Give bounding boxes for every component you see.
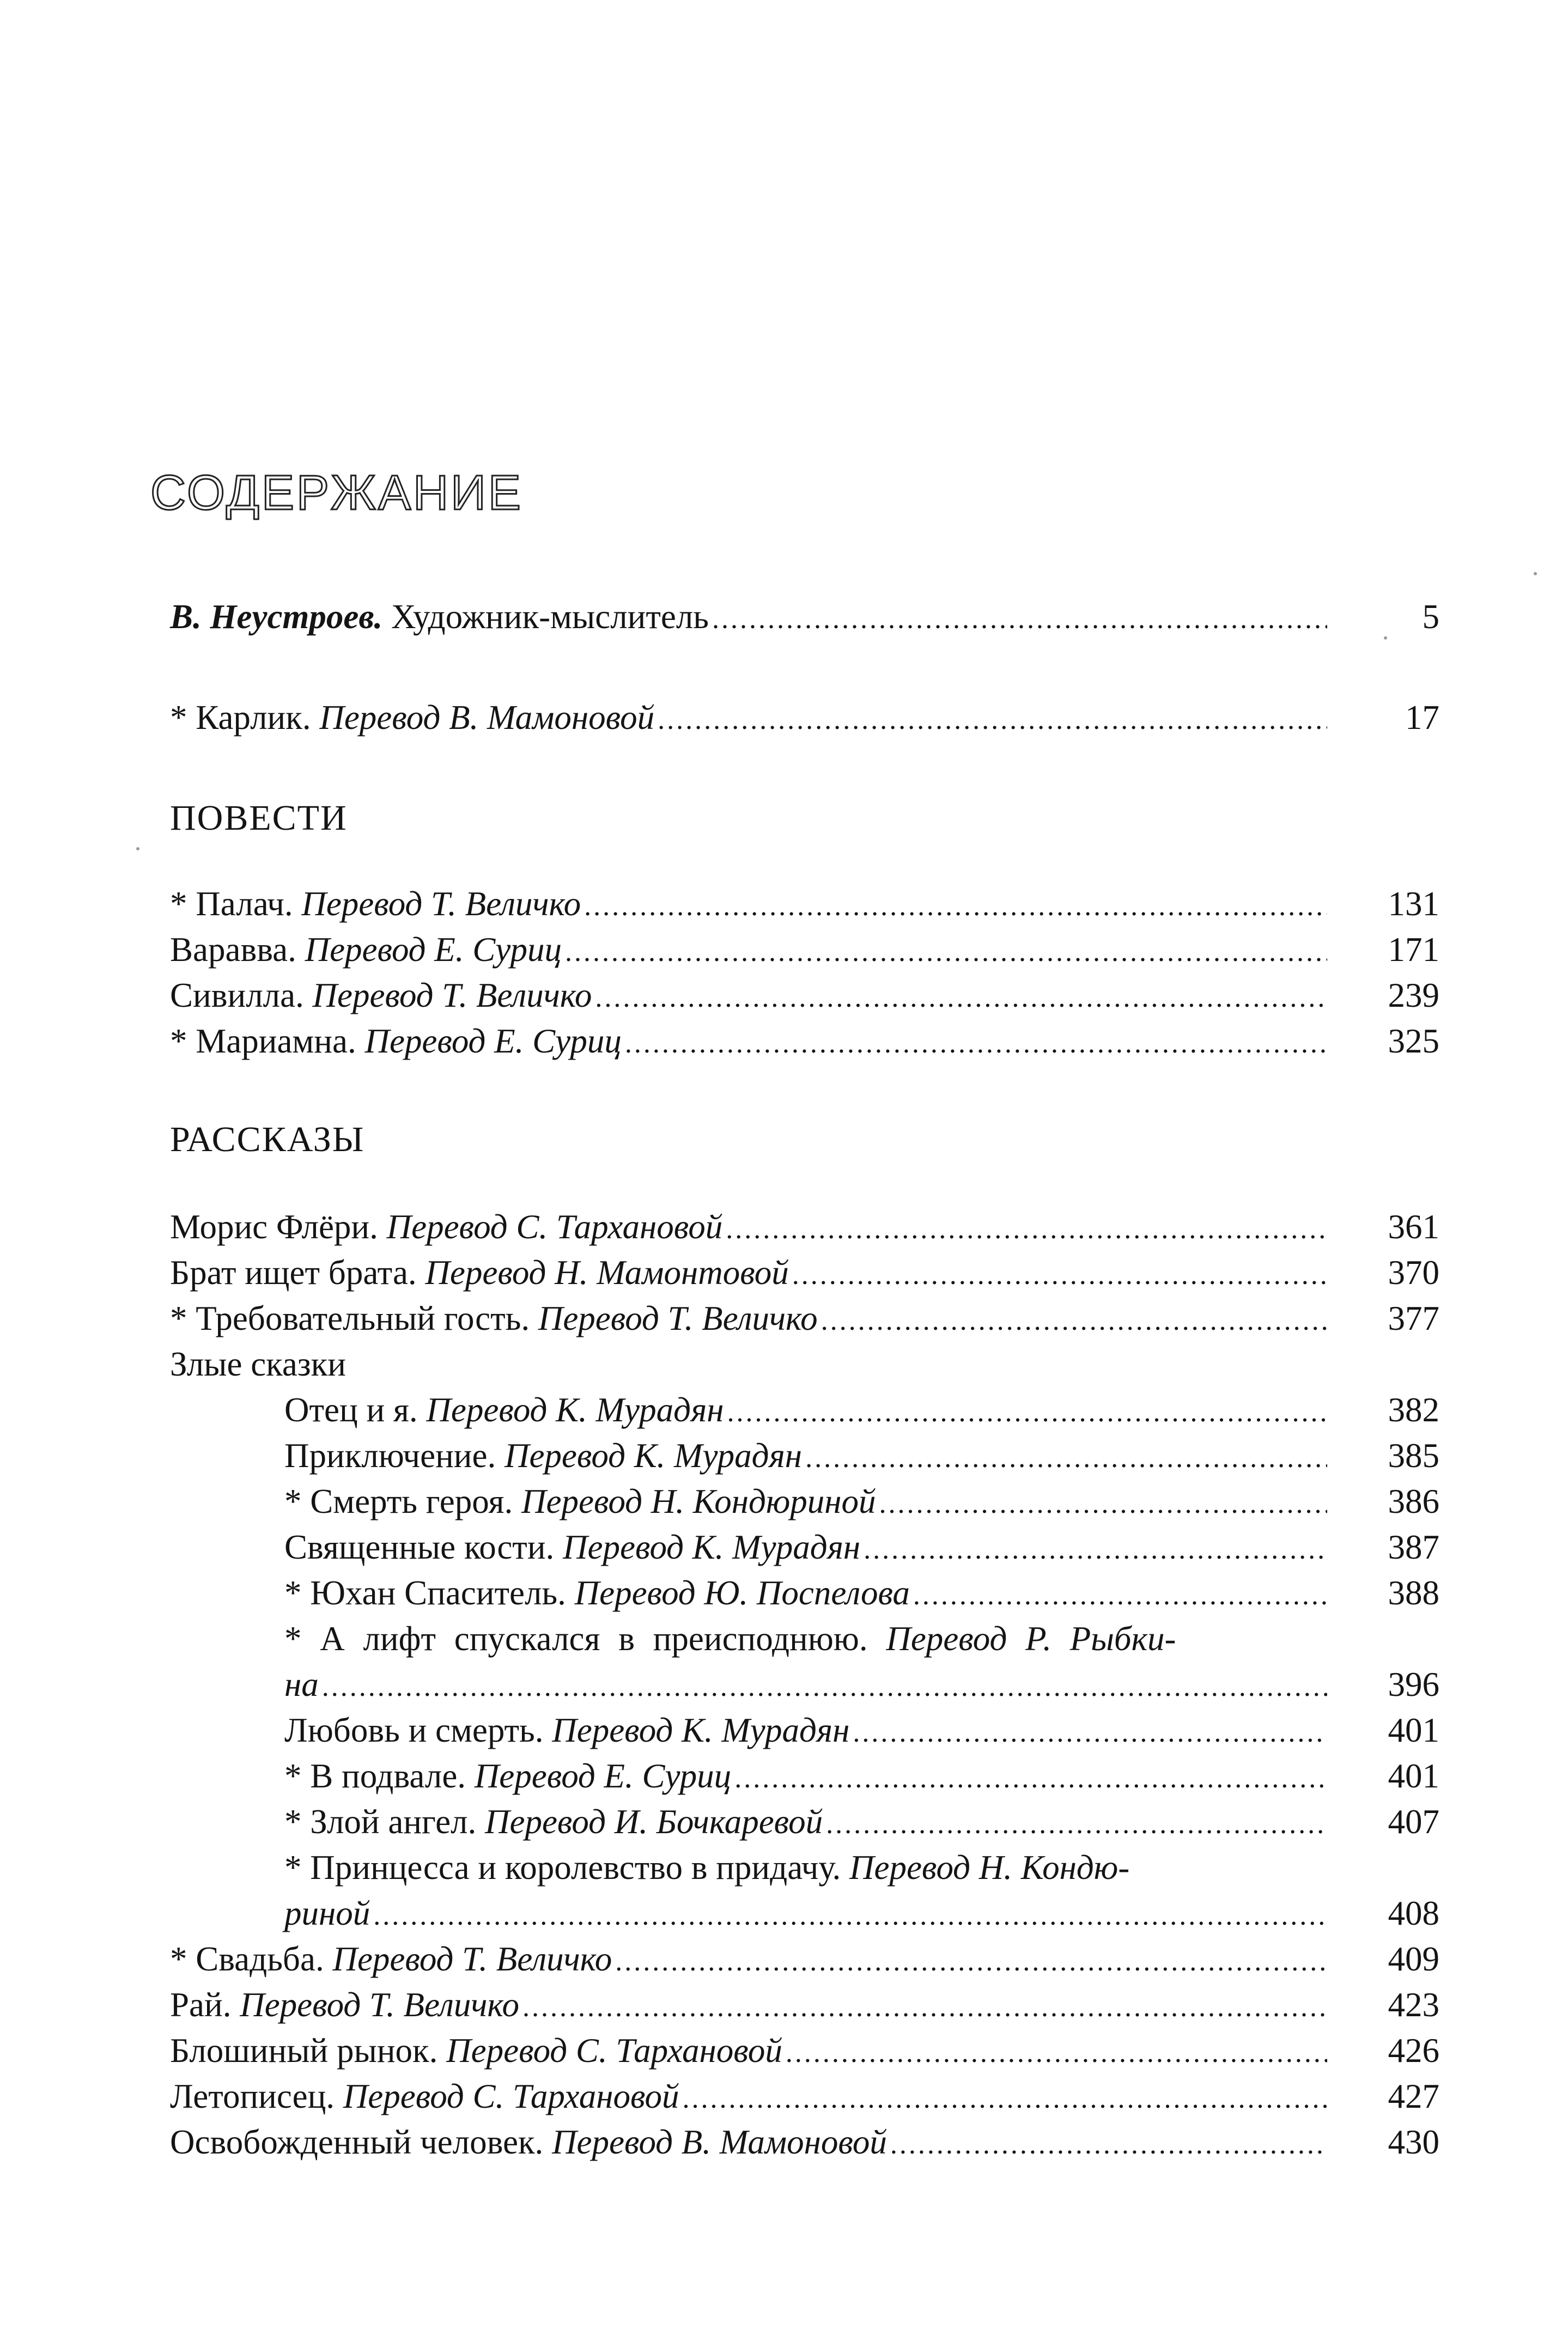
entry-translator: Перевод Н. Мамонтовой	[425, 1254, 789, 1292]
dot-leader	[792, 1252, 1327, 1298]
entry-translator: Перевод С. Тархановой	[446, 2031, 782, 2070]
entry-translator: Перевод Т. Величко	[312, 976, 592, 1014]
toc-entry[interactable]	[284, 1707, 1439, 1753]
entry-page: 423	[1388, 1986, 1439, 2024]
dot-leader	[658, 697, 1327, 743]
dot-leader	[522, 1985, 1327, 2030]
entry-title: Любовь и смерть.	[284, 1711, 552, 1749]
entry-prefix: *	[170, 1940, 196, 1978]
entry-page: 377	[1388, 1299, 1439, 1337]
entry-prefix: *	[284, 1757, 311, 1795]
entry-title: Отец и я.	[284, 1391, 427, 1429]
entry-translator: Перевод С. Тархановой	[343, 2077, 679, 2115]
toc-entry[interactable]	[284, 1570, 1439, 1616]
dot-leader	[890, 2122, 1327, 2168]
toc-entry[interactable]	[284, 1433, 1439, 1479]
entry-prefix: *	[170, 1299, 196, 1337]
section-title: РАССКАЗЫ	[170, 1120, 365, 1159]
entry-translator: Перевод Т. Величко	[240, 1986, 519, 2024]
entry-page: 430	[1388, 2123, 1439, 2161]
entry-prefix: *	[284, 1574, 311, 1612]
toc-entry-intro[interactable]	[170, 594, 1439, 640]
entry-page: 426	[1388, 2031, 1439, 2070]
entry-translator: Перевод Е. Суриц	[364, 1022, 622, 1060]
entry-title: Морис Флёри.	[170, 1208, 387, 1246]
entry-title: Рай.	[170, 1986, 240, 2024]
toc-entry[interactable]	[170, 2073, 1439, 2119]
scan-speck	[1384, 636, 1387, 640]
page-title: СОДЕРЖАНИЕ	[150, 466, 523, 520]
group-title[interactable]: Злые сказки	[170, 1345, 346, 1383]
dot-leader	[913, 1573, 1327, 1619]
entry-title: Злой ангел.	[310, 1803, 485, 1841]
dot-leader	[853, 1710, 1327, 1756]
entry-page: 370	[1388, 1254, 1439, 1292]
entry-title: Свадьба.	[196, 1940, 333, 1978]
entry-title: А лифт спускался в преисподнюю.	[320, 1620, 886, 1658]
dot-leader	[864, 1527, 1327, 1573]
toc-entry[interactable]	[284, 1479, 1439, 1524]
toc-entry[interactable]	[284, 1799, 1439, 1845]
entry-page: 5	[1422, 598, 1439, 636]
dot-leader	[584, 884, 1327, 929]
entry-page: 401	[1388, 1711, 1439, 1749]
toc-entry[interactable]	[170, 1204, 1439, 1250]
dot-leader	[615, 1939, 1327, 1985]
entry-translator: Перевод К. Мурадян	[563, 1528, 861, 1566]
entry-title: Палач.	[196, 885, 302, 923]
entry-prefix: *	[284, 1848, 311, 1887]
entry-translator: Перевод Т. Величко	[538, 1299, 818, 1337]
entry-author: В. Неустроев.	[170, 598, 383, 636]
toc-entry[interactable]	[170, 1018, 1439, 1064]
entry-title: Летописец.	[170, 2077, 343, 2115]
entry-translator: Перевод В. Мамоновой	[319, 698, 655, 737]
entry-title: Варавва.	[170, 930, 305, 969]
entry-translator-continued: на	[284, 1665, 319, 1704]
toc-entry[interactable]	[170, 2119, 1439, 2165]
dot-leader	[805, 1435, 1327, 1481]
dot-leader	[726, 1207, 1327, 1252]
toc-entry-princess-line1[interactable]	[284, 1845, 1330, 1890]
entry-prefix: *	[170, 1022, 196, 1060]
entry-page: 171	[1388, 930, 1439, 969]
entry-translator: Перевод С. Тархановой	[386, 1208, 723, 1246]
dot-leader	[826, 1802, 1327, 1847]
entry-title: Сивилла.	[170, 976, 313, 1014]
entry-page: 396	[1388, 1665, 1439, 1704]
entry-prefix: *	[284, 1482, 311, 1520]
entry-page: 361	[1388, 1208, 1439, 1246]
toc-entry-princess-line2[interactable]	[284, 1890, 1439, 1936]
entry-title: Художник-мыслитель	[382, 598, 709, 636]
toc-entry[interactable]	[284, 1387, 1439, 1433]
toc-entry[interactable]	[284, 1753, 1439, 1799]
dot-leader	[625, 1021, 1327, 1067]
entry-page: 385	[1388, 1437, 1439, 1475]
toc-entry[interactable]	[284, 1524, 1439, 1570]
entry-prefix: *	[170, 885, 196, 923]
entry-translator: Перевод Е. Суриц	[305, 930, 562, 969]
dot-leader	[595, 975, 1327, 1021]
entry-page: 17	[1405, 698, 1439, 737]
entry-translator: Перевод Т. Величко	[332, 1940, 612, 1978]
dot-leader	[565, 929, 1327, 975]
entry-title: Мариамна.	[196, 1022, 365, 1060]
toc-entry[interactable]	[170, 1250, 1439, 1295]
entry-title: Блошиный рынок.	[170, 2031, 447, 2070]
dot-leader	[879, 1481, 1327, 1527]
entry-title: Карлик.	[196, 698, 320, 737]
toc-entry[interactable]	[170, 2028, 1439, 2073]
entry-title: Смерть героя.	[310, 1482, 522, 1520]
entry-translator: Перевод Е. Суриц	[474, 1757, 732, 1795]
entry-title: В подвале.	[310, 1757, 475, 1795]
entry-translator: Перевод К. Мурадян	[504, 1437, 803, 1475]
toc-entry[interactable]	[170, 1936, 1439, 1982]
toc-entry-lift-line2[interactable]	[284, 1662, 1439, 1707]
dot-leader	[712, 597, 1327, 642]
entry-prefix: *	[170, 698, 196, 737]
entry-translator: Перевод Н. Кондю-	[849, 1848, 1130, 1887]
entry-translator: Перевод И. Бочкаревой	[484, 1803, 823, 1841]
entry-page: 382	[1388, 1391, 1439, 1429]
entry-page: 239	[1388, 976, 1439, 1014]
entry-translator-continued: риной	[284, 1894, 370, 1932]
entry-title: Принцесса и королевство в придачу.	[310, 1848, 850, 1887]
toc-entry[interactable]	[170, 1295, 1439, 1341]
toc-entry-first[interactable]	[170, 695, 1439, 740]
entry-title: Юхан Спаситель.	[310, 1574, 575, 1612]
dot-leader	[373, 1893, 1327, 1939]
entry-prefix: *	[284, 1803, 311, 1841]
scan-speck	[1534, 572, 1537, 575]
toc-entry[interactable]	[170, 927, 1439, 972]
entry-translator: Перевод К. Мурадян	[426, 1391, 724, 1429]
toc-entry[interactable]	[170, 881, 1439, 927]
entry-title: Приключение.	[284, 1437, 505, 1475]
entry-prefix: *	[284, 1620, 320, 1658]
entry-translator: Перевод К. Мурадян	[552, 1711, 850, 1749]
dot-leader	[727, 1390, 1328, 1435]
entry-page: 407	[1388, 1803, 1439, 1841]
toc-entry-lift-line1[interactable]	[284, 1616, 1330, 1662]
entry-page: 401	[1388, 1757, 1439, 1795]
entry-title: Требовательный гость.	[196, 1299, 538, 1337]
entry-page: 325	[1388, 1022, 1439, 1060]
entry-translator: Перевод В. Мамоновой	[552, 2123, 887, 2161]
entry-translator: Перевод Р. Рыбки-	[886, 1620, 1176, 1658]
toc-entry[interactable]	[170, 1982, 1439, 2028]
entry-page: 388	[1388, 1574, 1439, 1612]
entry-title: Освобожденный человек.	[170, 2123, 552, 2161]
scan-speck	[136, 847, 139, 850]
dot-leader	[734, 1756, 1327, 1802]
entry-translator: Перевод Н. Кондюриной	[521, 1482, 876, 1520]
toc-entry[interactable]	[170, 972, 1439, 1018]
entry-page: 409	[1388, 1940, 1439, 1978]
dot-leader	[682, 2076, 1327, 2122]
dot-leader	[821, 1298, 1327, 1344]
entry-translator: Перевод Т. Величко	[301, 885, 581, 923]
section-title: ПОВЕСТИ	[170, 798, 348, 838]
dot-leader	[322, 1664, 1327, 1710]
entry-title: Брат ищет брата.	[170, 1254, 426, 1292]
entry-translator: Перевод Ю. Поспелова	[574, 1574, 910, 1612]
entry-page: 427	[1388, 2077, 1439, 2115]
entry-page: 408	[1388, 1894, 1439, 1932]
entry-title: Священные кости.	[284, 1528, 563, 1566]
entry-page: 386	[1388, 1482, 1439, 1520]
entry-page: 387	[1388, 1528, 1439, 1566]
dot-leader	[786, 2030, 1327, 2076]
entry-page: 131	[1388, 885, 1439, 923]
